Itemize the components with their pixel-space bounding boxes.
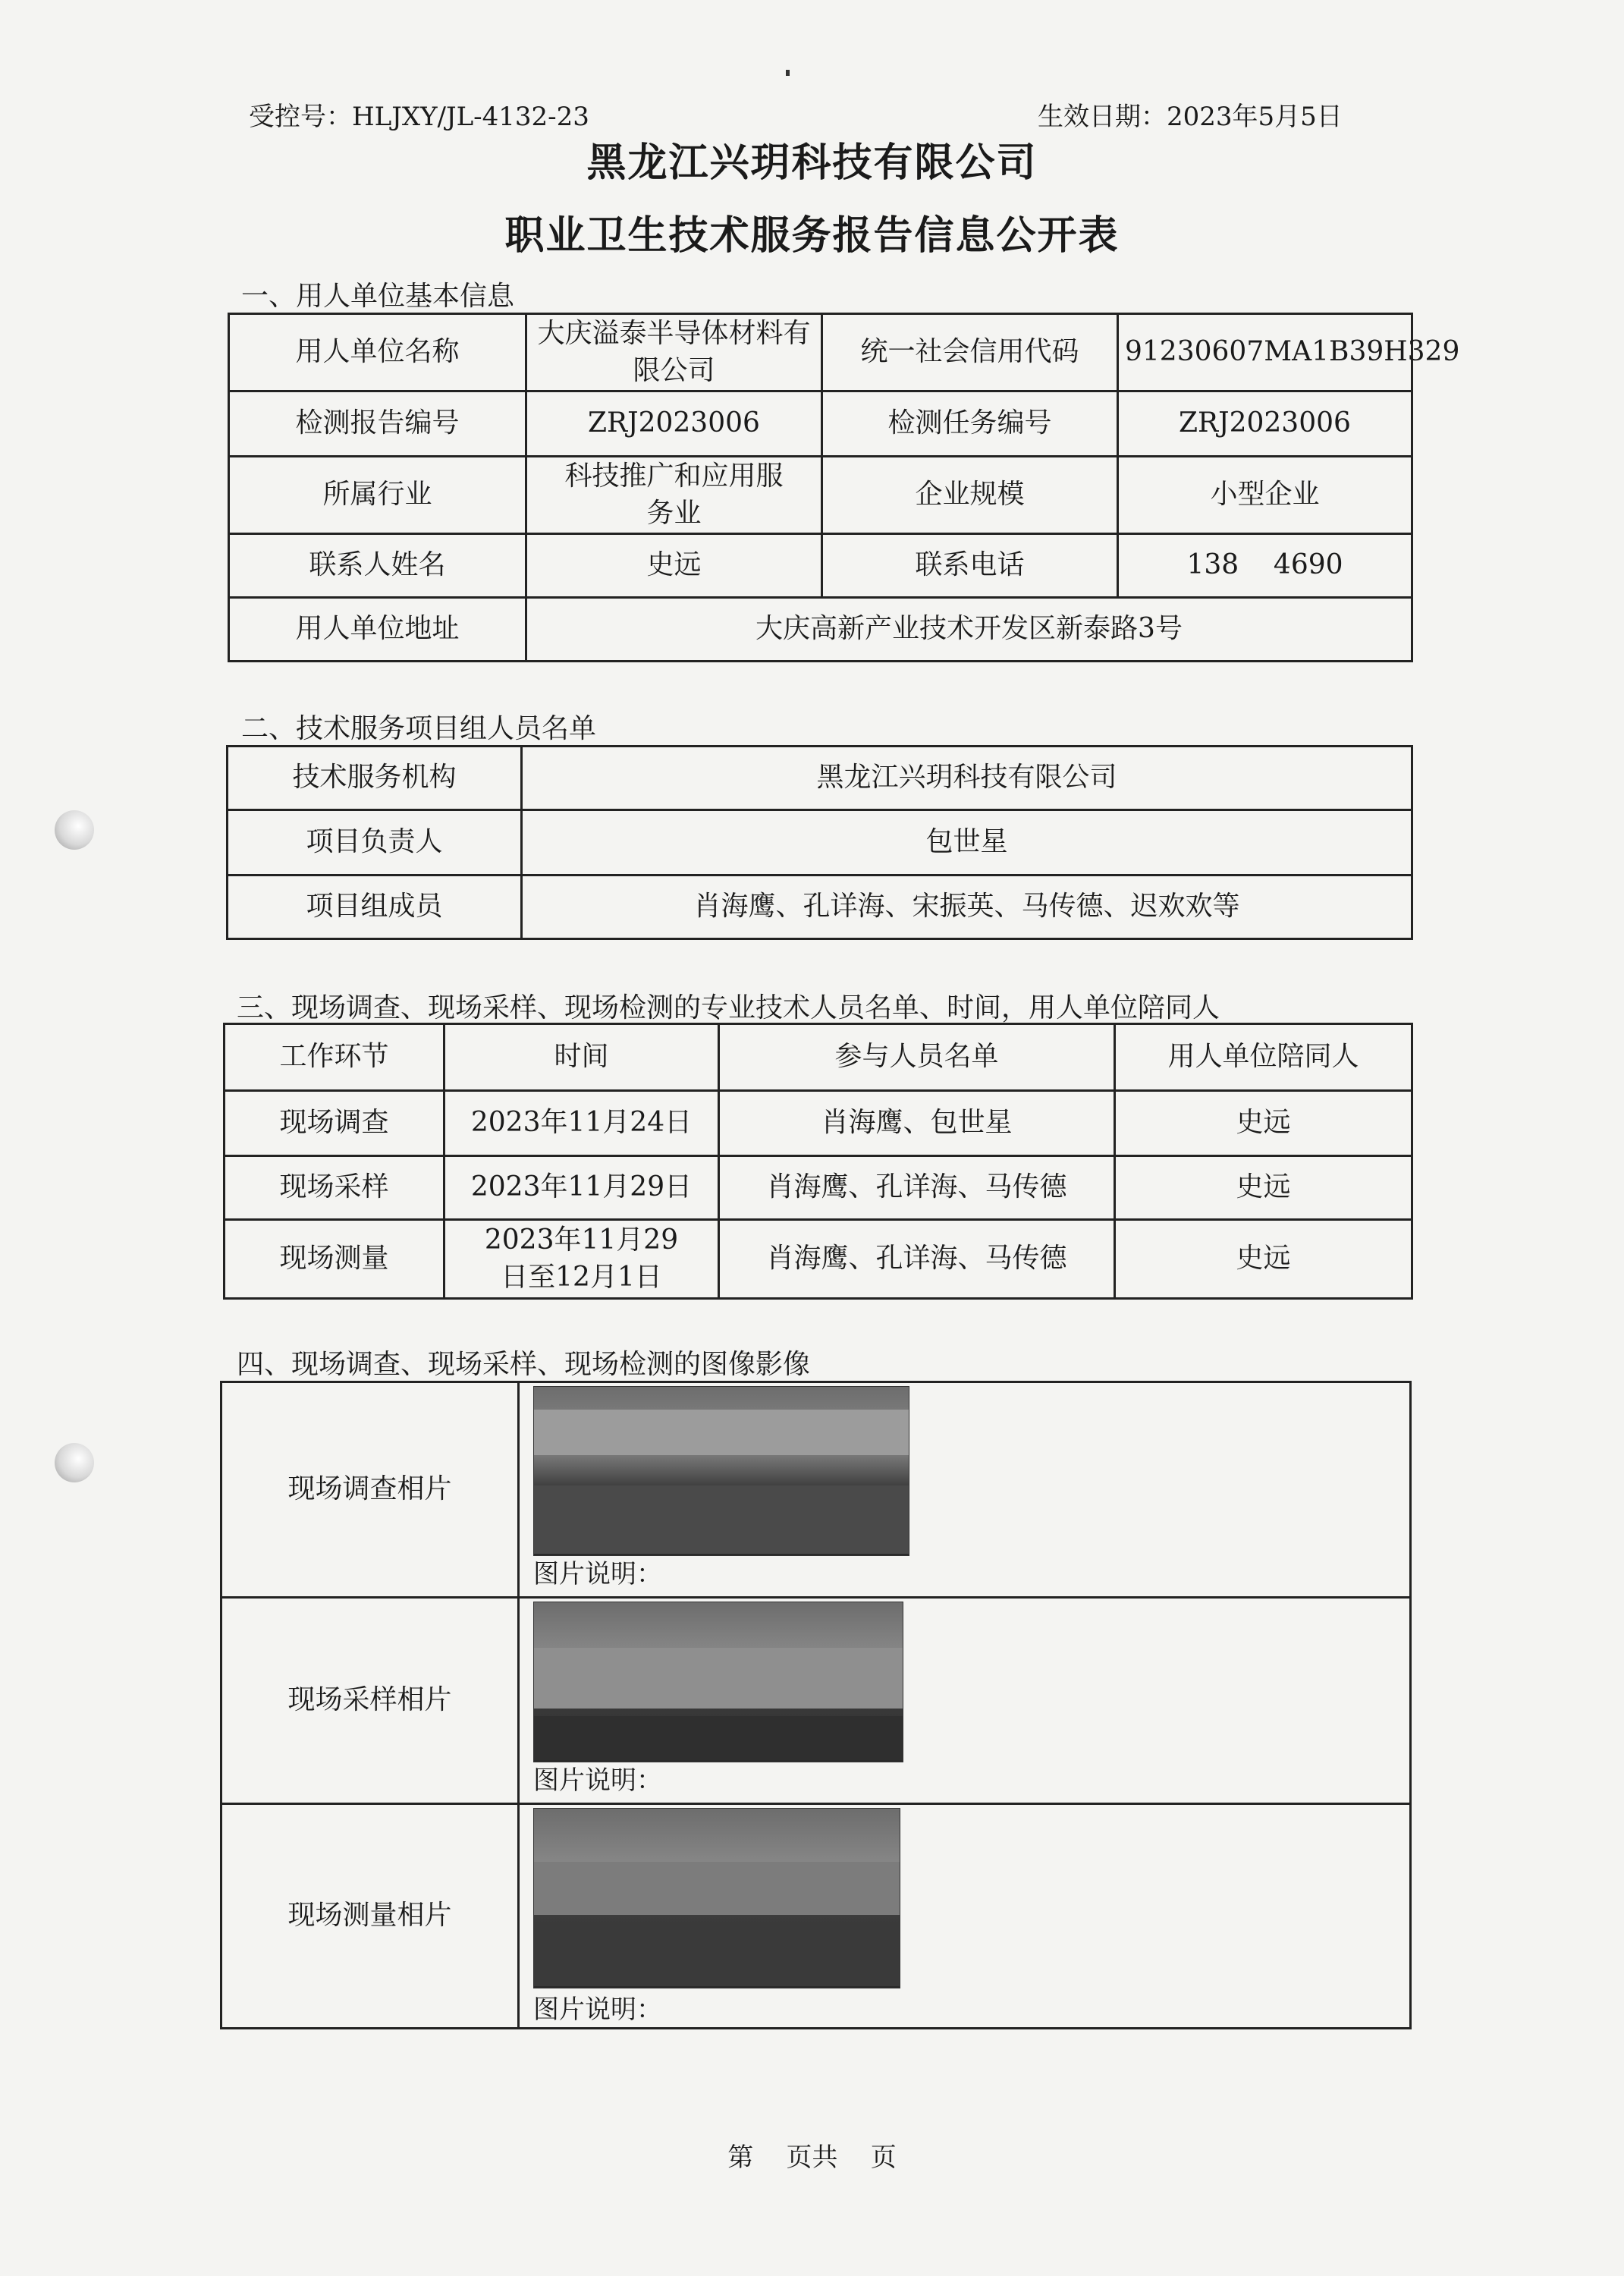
- photo-cell: [519, 1804, 1411, 2029]
- table-row: [229, 457, 1412, 534]
- form-title: 职业卫生技术服务报告信息公开表: [504, 212, 1120, 259]
- value-cell: ZRJ2023006: [526, 391, 822, 457]
- people-cell: 肖海鹰、孔详海、马传德: [719, 1156, 1115, 1220]
- table-row: [229, 534, 1412, 598]
- sampling-photo: [533, 1602, 903, 1762]
- label-cell: 检测报告编号: [229, 391, 526, 457]
- table-row: [229, 314, 1412, 391]
- value-cell: 科技推广和应用服务业: [526, 457, 822, 534]
- label-cell: 技术服务机构: [228, 747, 522, 810]
- label-cell: 联系电话: [822, 534, 1118, 598]
- table-row: [221, 1598, 1411, 1804]
- photo-table: [220, 1381, 1412, 2029]
- column-header: 用人单位陪同人: [1115, 1024, 1412, 1091]
- table-row: [228, 810, 1412, 876]
- people-cell: 肖海鹰、包世星: [719, 1091, 1115, 1156]
- punch-hole: [55, 1443, 94, 1482]
- project-team-table: [226, 745, 1413, 940]
- site-work-table: [223, 1023, 1413, 1300]
- label-cell: 项目组成员: [228, 876, 522, 939]
- label-cell: 所属行业: [229, 457, 526, 534]
- escort-cell: 史远: [1115, 1220, 1412, 1299]
- value-cell: 包世星: [522, 810, 1412, 876]
- effective-date: 生效日期：2023年5月5日: [1038, 102, 1343, 132]
- company-title: 黑龙江兴玥科技有限公司: [586, 140, 1038, 186]
- section2-heading: 二、技术服务项目组人员名单: [241, 713, 597, 744]
- photo-caption: 图片说明：: [533, 1559, 662, 1589]
- label-cell: 现场采样相片: [221, 1598, 519, 1804]
- escort-cell: 史远: [1115, 1091, 1412, 1156]
- photo-caption: 图片说明：: [533, 1995, 662, 2025]
- value-cell: 黑龙江兴玥科技有限公司: [522, 747, 1412, 810]
- punch-hole: [55, 810, 94, 850]
- label-cell: 联系人姓名: [229, 534, 526, 598]
- value-cell: 大庆溢泰半导体材料有限公司: [526, 314, 822, 391]
- label-cell: 现场测量相片: [221, 1804, 519, 2029]
- table-row: [228, 876, 1412, 939]
- survey-photo: [533, 1386, 909, 1556]
- stage-cell: 现场调查: [225, 1091, 444, 1156]
- table-row: [221, 1382, 1411, 1598]
- table-row: [225, 1091, 1412, 1156]
- label-cell: 企业规模: [822, 457, 1118, 534]
- people-cell: 肖海鹰、孔详海、马传德: [719, 1220, 1115, 1299]
- value-cell: 肖海鹰、孔详海、宋振英、马传德、迟欢欢等: [522, 876, 1412, 939]
- column-header: 时间: [444, 1024, 719, 1091]
- value-cell: 小型企业: [1118, 457, 1412, 534]
- control-number: 受控号：HLJXY/JL-4132-23: [249, 102, 589, 132]
- section4-heading: 四、现场调查、现场采样、现场检测的图像影像: [237, 1349, 811, 1380]
- table-row: [229, 391, 1412, 457]
- label-cell: 用人单位地址: [229, 598, 526, 662]
- stage-cell: 现场采样: [225, 1156, 444, 1220]
- column-header: 参与人员名单: [719, 1024, 1115, 1091]
- table-row: [221, 1804, 1411, 2029]
- value-cell: ZRJ2023006: [1118, 391, 1412, 457]
- scan-mark: [786, 70, 790, 76]
- section1-heading: 一、用人单位基本信息: [241, 281, 515, 312]
- label-cell: 用人单位名称: [229, 314, 526, 391]
- page-number: 第 页共 页: [727, 2142, 897, 2173]
- photo-caption: 图片说明：: [533, 1765, 662, 1796]
- table-row: [225, 1220, 1412, 1299]
- value-cell: 138 4690: [1118, 534, 1412, 598]
- address-value: 大庆高新产业技术开发区新泰路3号: [526, 598, 1412, 662]
- label-cell: 项目负责人: [228, 810, 522, 876]
- label-cell: 现场调查相片: [221, 1382, 519, 1598]
- section3-heading: 三、现场调查、现场采样、现场检测的专业技术人员名单、时间，用人单位陪同人: [237, 992, 1220, 1023]
- table-header-row: [225, 1024, 1412, 1091]
- label-cell: 统一社会信用代码: [822, 314, 1118, 391]
- label-cell: 检测任务编号: [822, 391, 1118, 457]
- escort-cell: 史远: [1115, 1156, 1412, 1220]
- value-cell: 史远: [526, 534, 822, 598]
- measurement-photo: [533, 1808, 900, 1988]
- column-header: 工作环节: [225, 1024, 444, 1091]
- table-row: [225, 1156, 1412, 1220]
- time-cell: 2023年11月24日: [444, 1091, 719, 1156]
- table-row: [229, 598, 1412, 662]
- time-cell: 2023年11月29日: [444, 1156, 719, 1220]
- employer-info-table: [228, 313, 1460, 662]
- photo-cell: [519, 1382, 1411, 1598]
- time-cell: 2023年11月29日至12月1日: [444, 1220, 719, 1299]
- value-cell: 91230607MA1B39H329: [1118, 314, 1412, 391]
- table-row: [228, 747, 1412, 810]
- photo-cell: [519, 1598, 1411, 1804]
- stage-cell: 现场测量: [225, 1220, 444, 1299]
